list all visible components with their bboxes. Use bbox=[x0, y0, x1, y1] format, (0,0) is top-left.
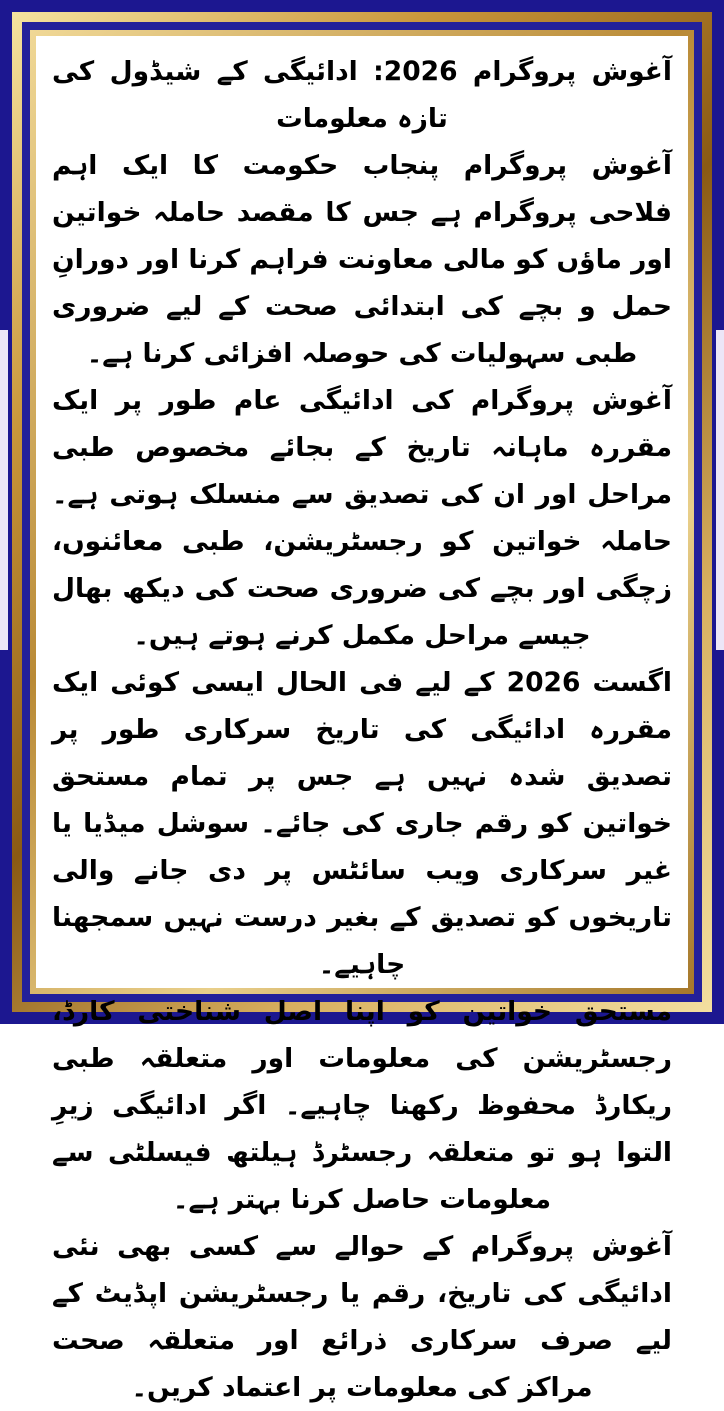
paragraph-intro: آغوش پروگرام پنجاب حکومت کا ایک اہم فلاحی پروگرام ہے جس کا مقصد حاملہ خواتین اور ماؤں کو مالی معاونت فراہم کرنا اور دورانِ حمل و بچے کی ابتدائی صحت کے لیے ضروری طبی سہولیات کی حوصلہ افزائی کرنا ہے۔ bbox=[52, 142, 672, 377]
paragraph-payment-process: آغوش پروگرام کی ادائیگی عام طور پر ایک مقررہ ماہانہ تاریخ کے بجائے مخصوص طبی مراحل اور ان کی تصدیق سے منسلک ہوتی ہے۔ حاملہ خواتین کو رجسٹریشن، طبی معائنوں، زچگی اور بچے کی ضروری صحت کی دیکھ بھال جیسے مراحل مکمل کرنے ہوتے ہیں۔ bbox=[52, 377, 672, 659]
right-side-accent bbox=[716, 330, 724, 650]
paragraph-documents: مستحق خواتین کو اپنا اصل شناختی کارڈ، رجسٹریشن کی معلومات اور متعلقہ طبی ریکارڈ محفوظ رکھنا چاہیے۔ اگر ادائیگی زیرِ التوا ہو تو متعلقہ رجسٹرڈ ہیلتھ فیسلٹی سے معلومات حاصل کرنا بہتر ہے۔ bbox=[52, 988, 672, 1223]
paragraph-august-date: اگست 2026 کے لیے فی الحال ایسی کوئی ایک مقررہ ادائیگی کی تاریخ سرکاری طور پر تصدیق شدہ نہیں ہے جس پر تمام مستحق خواتین کو رقم جاری کی جائے۔ سوشل میڈیا یا غیر سرکاری ویب سائٹس پر دی جانے والی تاریخوں کو تصدیق کے بغیر درست نہیں سمجھنا چاہیے۔ bbox=[52, 659, 672, 988]
article-title: آغوش پروگرام 2026: ادائیگی کے شیڈول کی تازہ معلومات bbox=[52, 48, 672, 142]
paragraph-official-sources: آغوش پروگرام کے حوالے سے کسی بھی نئی ادائیگی کی تاریخ، رقم یا رجسٹریشن اپڈیٹ کے لیے صرف سرکاری ذرائع اور متعلقہ صحت مراکز کی معلومات پر اعتماد کریں۔ bbox=[52, 1223, 672, 1411]
article-body bbox=[52, 48, 672, 1411]
document-page bbox=[36, 36, 688, 988]
left-side-accent bbox=[0, 330, 8, 650]
